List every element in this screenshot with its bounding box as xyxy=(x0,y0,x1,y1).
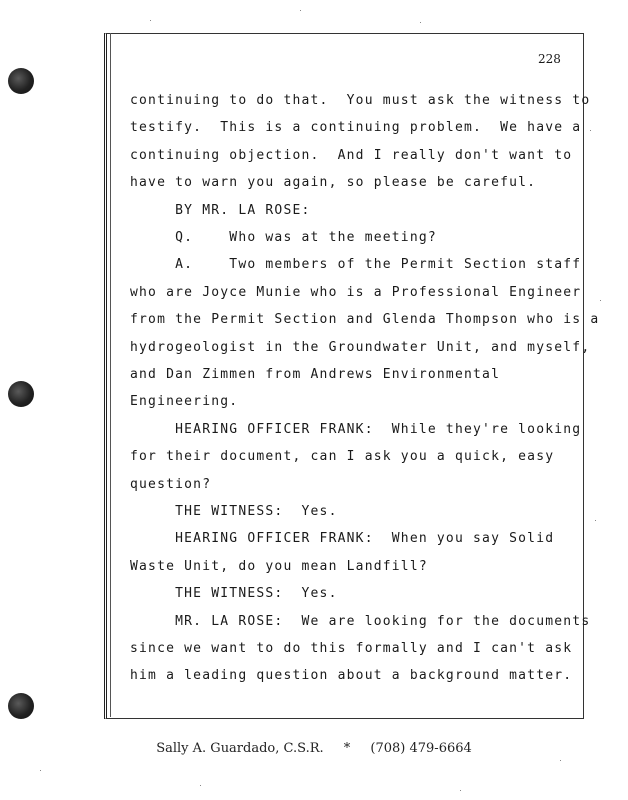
transcript-line: HEARING OFFICER FRANK: When you say Solid xyxy=(130,531,555,547)
reporter-name: Sally A. Guardado, C.S.R. xyxy=(156,741,324,756)
transcript-line: Waste Unit, do you mean Landfill? xyxy=(130,558,428,574)
scan-speck xyxy=(560,760,561,761)
transcript-line: continuing objection. And I really don't want to xyxy=(130,147,573,163)
scan-speck xyxy=(590,130,591,131)
transcript-line: testify. This is a continuing problem. We have a xyxy=(130,120,582,136)
reporter-footer xyxy=(0,741,628,756)
transcript-line: for their document, can I ask you a quick, easy xyxy=(130,449,555,465)
scan-speck xyxy=(200,785,201,786)
transcript-line: Engineering. xyxy=(130,394,239,410)
transcript-line: question? xyxy=(130,476,212,492)
transcript-line: THE WITNESS: Yes. xyxy=(130,586,338,602)
transcript-line: BY MR. LA ROSE: xyxy=(130,202,311,218)
scan-speck xyxy=(150,20,151,21)
scan-speck xyxy=(40,770,41,771)
reporter-phone: (708) 479-6664 xyxy=(370,741,472,756)
binder-hole-bottom xyxy=(8,693,34,719)
transcript-line: who are Joyce Munie who is a Professional Engineer xyxy=(130,284,582,300)
scan-speck xyxy=(420,22,421,23)
footer-separator: * xyxy=(343,741,351,756)
transcript-line: since we want to do this formally and I can't ask xyxy=(130,641,573,656)
transcript-line: have to warn you again, so please be careful. xyxy=(130,175,537,191)
transcript-line: THE WITNESS: Yes. xyxy=(130,504,338,519)
transcript-line: and Dan Zimmen from Andrews Environmental xyxy=(130,367,501,382)
transcript-line: A. Two members of the Permit Section staff xyxy=(130,257,582,273)
margin-rule xyxy=(110,33,111,717)
transcript-line: hydrogeologist in the Groundwater Unit, and myself, xyxy=(130,339,591,355)
scan-speck xyxy=(460,790,461,791)
transcript-line: MR. LA ROSE: We are looking for the documents xyxy=(130,613,591,629)
scan-speck xyxy=(300,10,301,11)
transcript-line: Q. Who was at the meeting? xyxy=(130,230,437,245)
binder-hole-top xyxy=(8,68,34,94)
page-number: 228 xyxy=(538,52,561,66)
transcript-line: HEARING OFFICER FRANK: While they're looking xyxy=(130,421,582,437)
transcript-line: from the Permit Section and Glenda Thompson who is a xyxy=(130,312,600,328)
transcript-line: continuing to do that. You must ask the witness to xyxy=(130,93,591,108)
transcript-line: him a leading question about a background matter. xyxy=(130,668,573,684)
scan-speck xyxy=(600,300,601,301)
scan-speck xyxy=(595,520,596,521)
binder-hole-middle xyxy=(8,381,34,407)
